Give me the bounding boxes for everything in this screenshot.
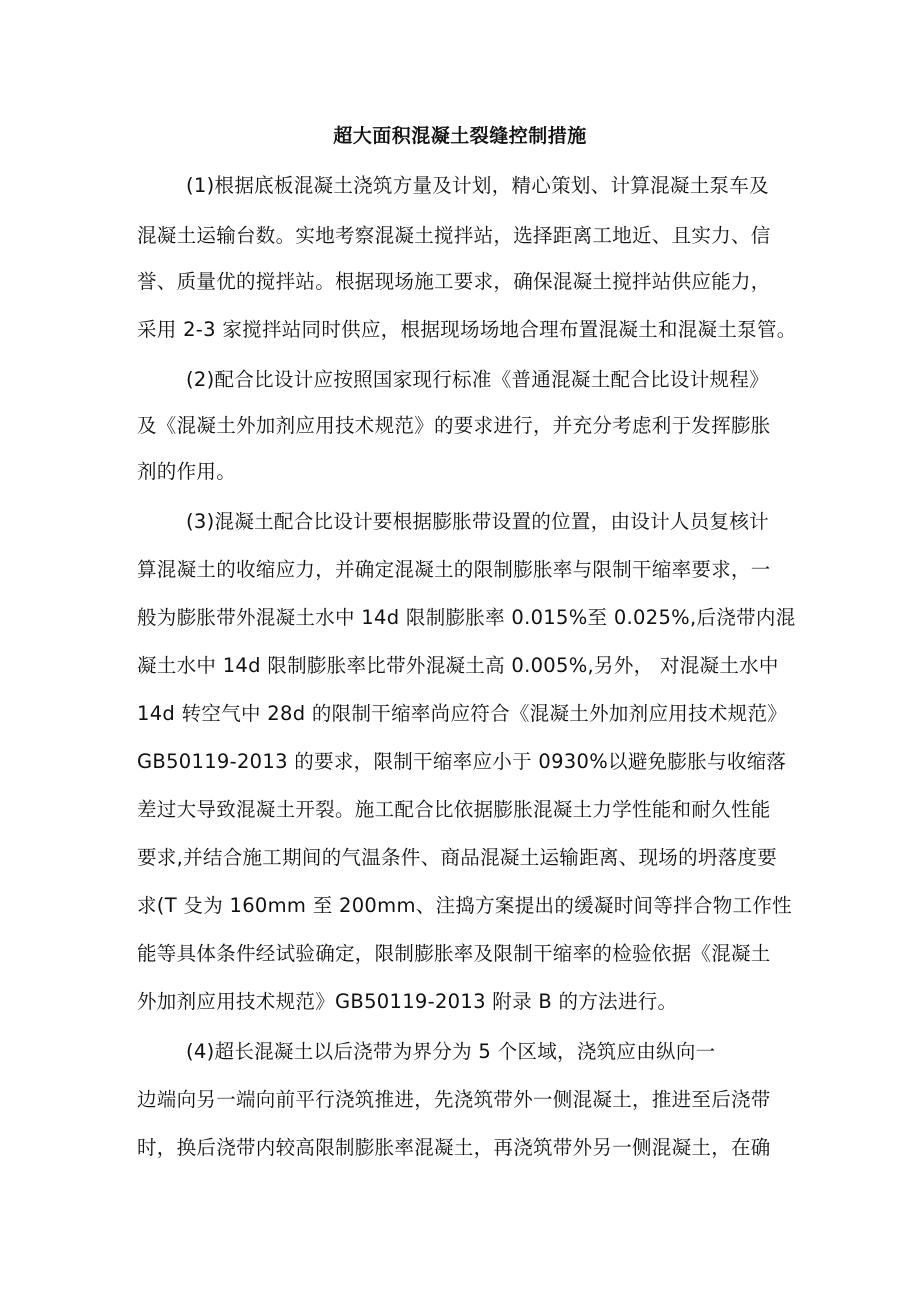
text-line: GB50119-2013 的要求，限制干缩率应小于 0930%以避免膨胀与收缩落 [137,750,787,773]
text-line: 混凝土运输台数。实地考察混凝土搅拌站，选择距离工地近、且实力、信 [137,224,771,247]
text-line: 时，换后浇带内较高限制膨胀率混凝土，再浇筑带外另一侧混凝土，在确 [137,1136,771,1159]
text-line: (4)超长混凝土以后浇带为界分为 5 个区域，浇筑应由纵向一 [186,1040,716,1063]
document-title: 超大面积混凝土裂缝控制措施 [333,125,587,147]
text-line: (2)配合比设计应按照国家现行标准《普通混凝土配合比设计规程》 [186,368,769,391]
text-line: 算混凝土的收缩应力，并确定混凝土的限制膨胀率与限制干缩率要求，一 [137,558,771,581]
text-line: 能等具体条件经试验确定，限制膨胀率及限制干缩率的检验依据《混凝土 [137,942,771,965]
text-line: 剂的作用。 [137,460,237,483]
text-line: 誉、质量优的搅拌站。根据现场施工要求，确保混凝土搅拌站供应能力， [137,270,771,293]
text-line: 外加剂应用技术规范》GB50119-2013 附录 B 的方法进行。 [137,990,678,1013]
text-line: 凝土水中 14d 限制膨胀率比带外混凝土高 0.005%,另外， 对混凝土水中 [137,654,779,677]
text-line: 般为膨胀带外混凝土水中 14d 限制膨胀率 0.015%至 0.025%,后浇带内混 [137,606,796,629]
text-line: 要求,并结合施工期间的气温条件、商品混凝土运输距离、现场的坍落度要 [137,846,778,869]
text-line: 采用 2-3 家搅拌站同时供应，根据现场场地合理布置混凝土和混凝土泵管。 [137,318,797,341]
text-line: 边端向另一端向前平行浇筑推进，先浇筑带外一侧混凝土，推进至后浇带 [137,1088,771,1111]
text-line: (3)混凝土配合比设计要根据膨胀带设置的位置，由设计人员复核计 [186,510,769,533]
text-line: 求(T 殳为 160mm 至 200mm、注捣方案提出的缓凝时间等拌合物工作性 [137,894,792,917]
text-line: (1)根据底板混凝土浇筑方量及计划，精心策划、计算混凝土泵车及 [186,174,769,197]
text-line: 14d 转空气中 28d 的限制干缩率尚应符合《混凝土外加剂应用技术规范》 [137,702,788,725]
text-line: 差过大导致混凝土开裂。施工配合比依据膨胀混凝土力学性能和耐久性能 [137,798,771,821]
text-line: 及《混凝土外加剂应用技术规范》的要求进行，并充分考虑利于发挥膨胀 [137,414,771,437]
